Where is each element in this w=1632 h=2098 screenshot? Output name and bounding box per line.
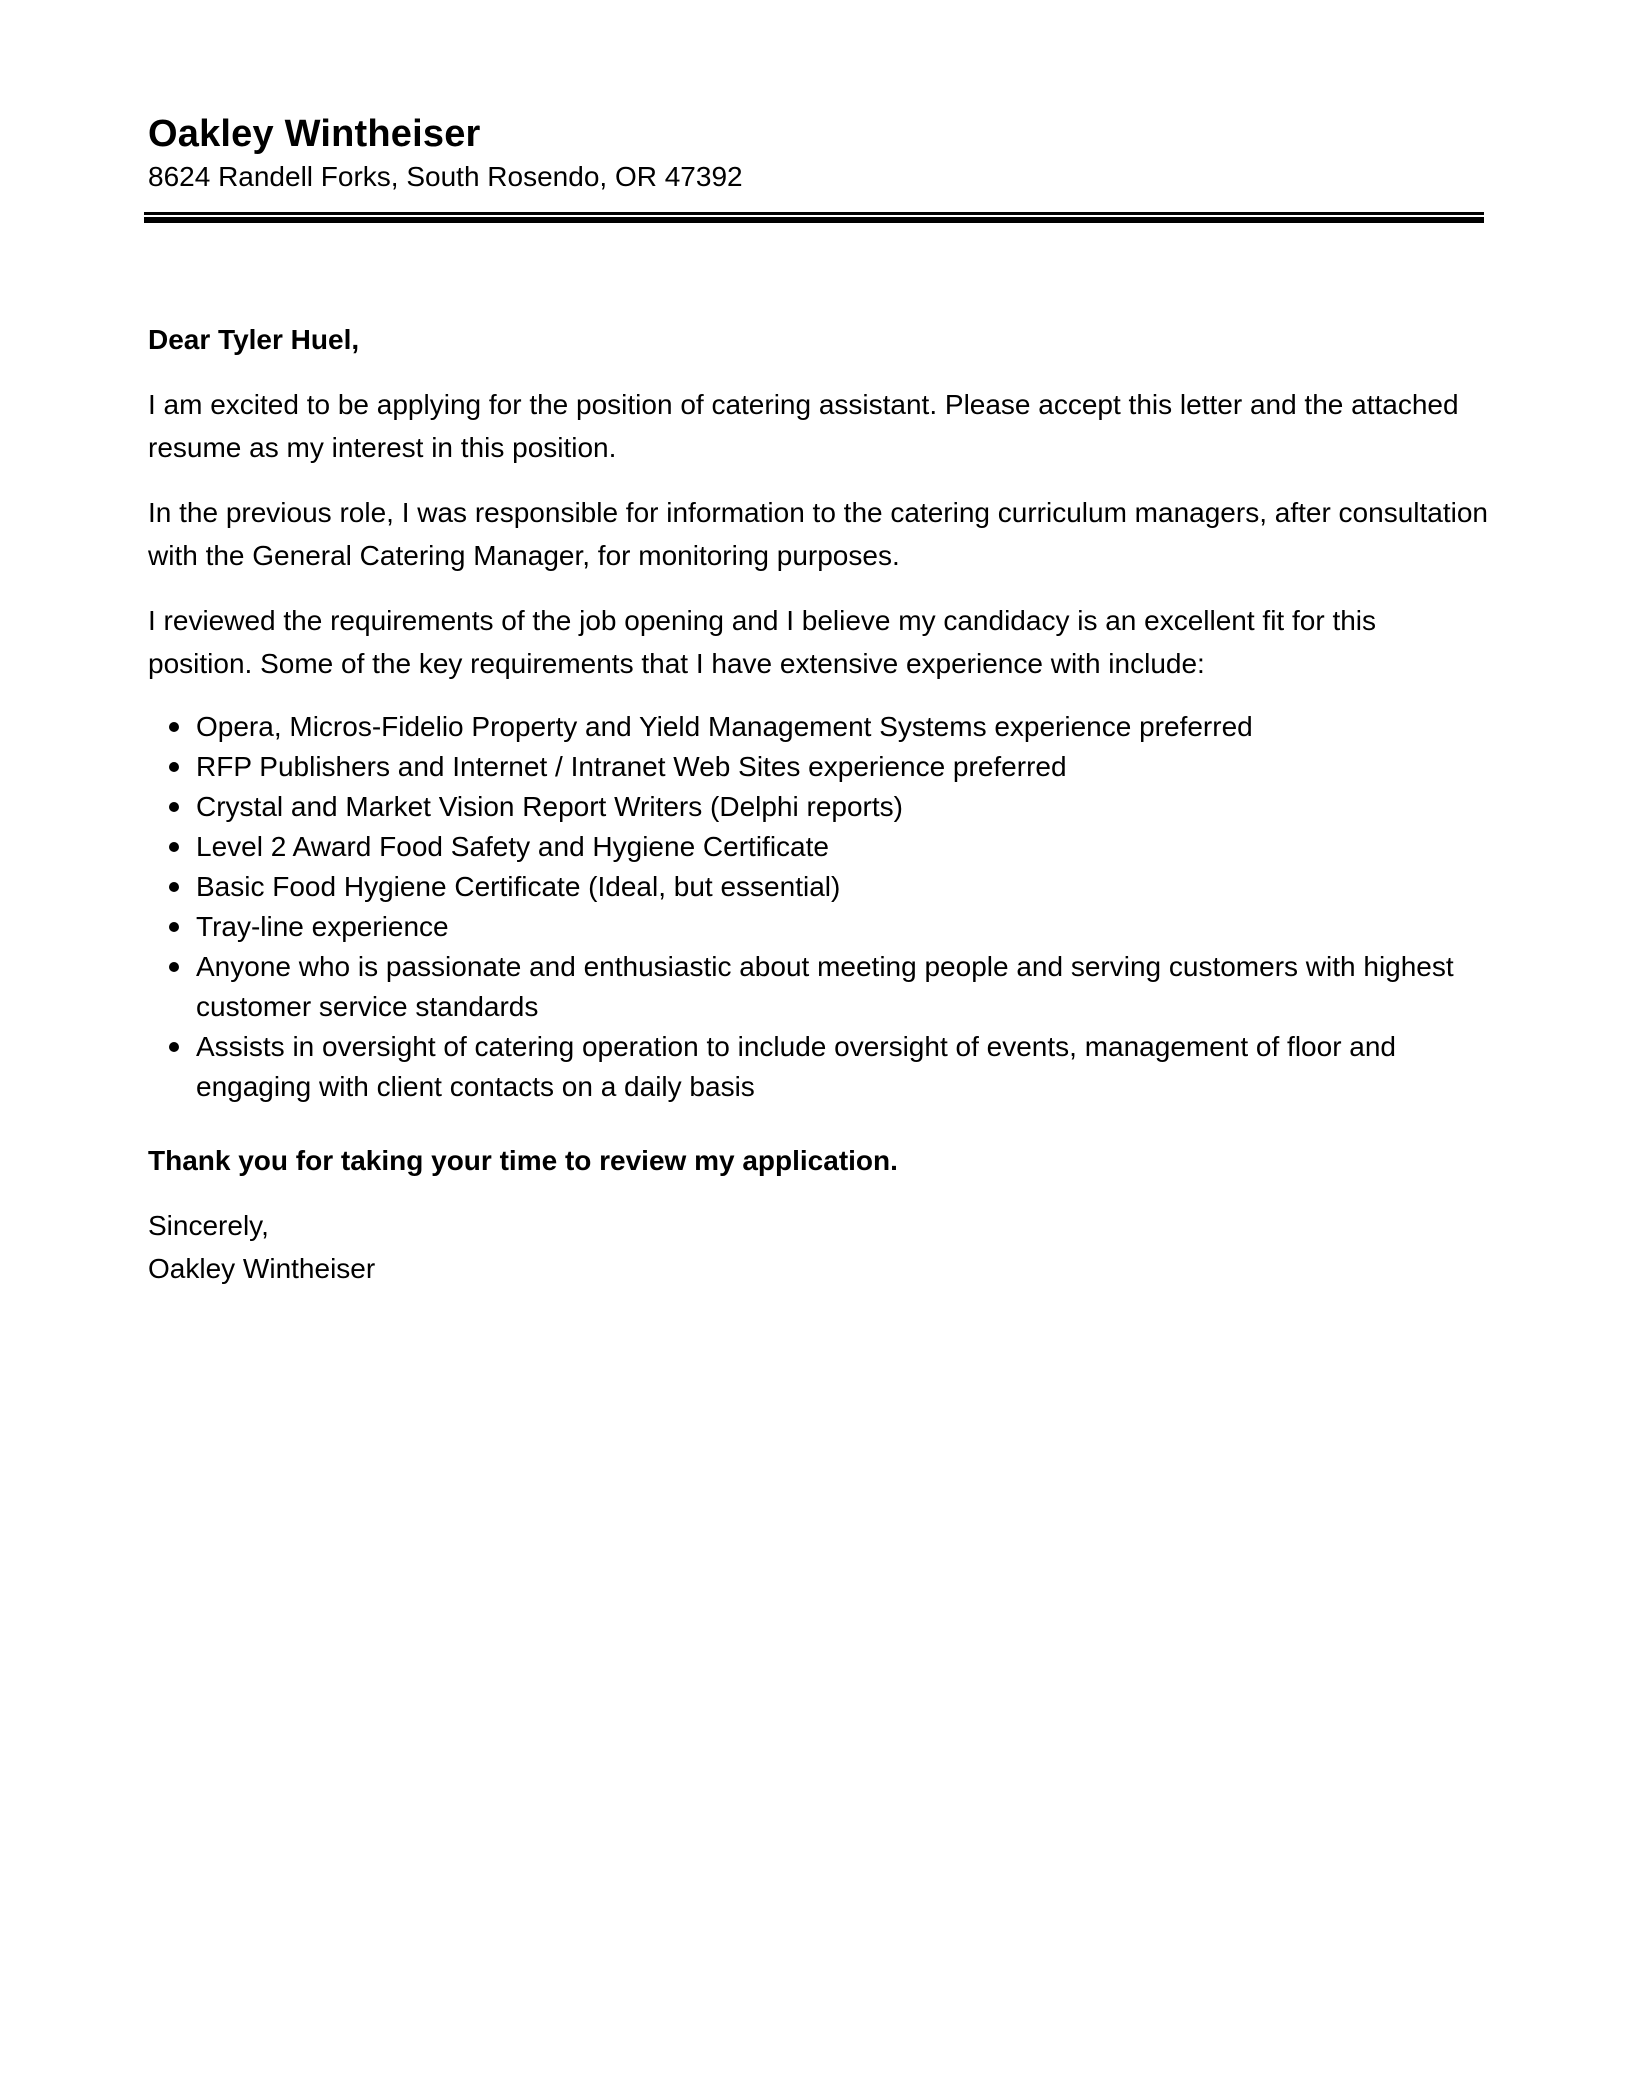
list-item (148, 947, 1488, 1027)
bullet-icon (169, 882, 179, 892)
list-item (148, 827, 1488, 867)
bullet-icon (169, 802, 179, 812)
list-item-text: Anyone who is passionate and enthusiastic about meeting people and serving customers with highest customer service standards (196, 951, 1454, 1022)
list-item-text: Crystal and Market Vision Report Writers (Delphi reports) (196, 791, 903, 822)
letter-body (148, 318, 1488, 1290)
list-item (148, 787, 1488, 827)
thank-you-line: Thank you for taking your time to review my application. (148, 1145, 898, 1176)
bullet-icon (169, 842, 179, 852)
header-divider-thick-line (144, 217, 1484, 223)
list-item (148, 707, 1488, 747)
paragraph-intro: I am excited to be applying for the position of catering assistant. Please accept this letter and the attached resume as my interest in this position. (148, 389, 1459, 463)
bullet-icon (169, 962, 179, 972)
salutation: Dear Tyler Huel, (148, 324, 360, 355)
list-item-text: RFP Publishers and Internet / Intranet Web Sites experience preferred (196, 751, 1067, 782)
bullet-icon (169, 1042, 179, 1052)
list-item (148, 747, 1488, 787)
paragraph-requirements-intro: I reviewed the requirements of the job opening and I believe my candidacy is an excellent fit for this position. Some of the key requirements that I have extensive experience with include: (148, 605, 1377, 679)
letter-header (148, 110, 1488, 196)
list-item-text: Tray-line experience (196, 911, 449, 942)
list-item (148, 1027, 1488, 1107)
header-divider-thin-line (144, 212, 1484, 215)
list-item-text: Opera, Micros-Fidelio Property and Yield Management Systems experience preferred (196, 711, 1253, 742)
signature-name: Oakley Wintheiser (148, 1253, 376, 1284)
requirements-list (148, 707, 1488, 1107)
sender-name: Oakley Wintheiser (148, 113, 481, 155)
list-item-text: Level 2 Award Food Safety and Hygiene Certificate (196, 831, 829, 862)
paragraph-previous-role: In the previous role, I was responsible for information to the catering curriculum managers, after consultation with the General Catering Manager, for monitoring purposes. (148, 497, 1488, 571)
list-item-text: Assists in oversight of catering operation to include oversight of events, management of floor and engaging with client contacts on a daily basis (196, 1031, 1397, 1102)
closing: Sincerely, (148, 1210, 269, 1241)
list-item-text: Basic Food Hygiene Certificate (Ideal, but essential) (196, 871, 841, 902)
sender-address: 8624 Randell Forks, South Rosendo, OR 47392 (148, 161, 743, 192)
list-item (148, 867, 1488, 907)
bullet-icon (169, 722, 179, 732)
list-item (148, 907, 1488, 947)
bullet-icon (169, 762, 179, 772)
header-divider (144, 212, 1484, 222)
bullet-icon (169, 922, 179, 932)
